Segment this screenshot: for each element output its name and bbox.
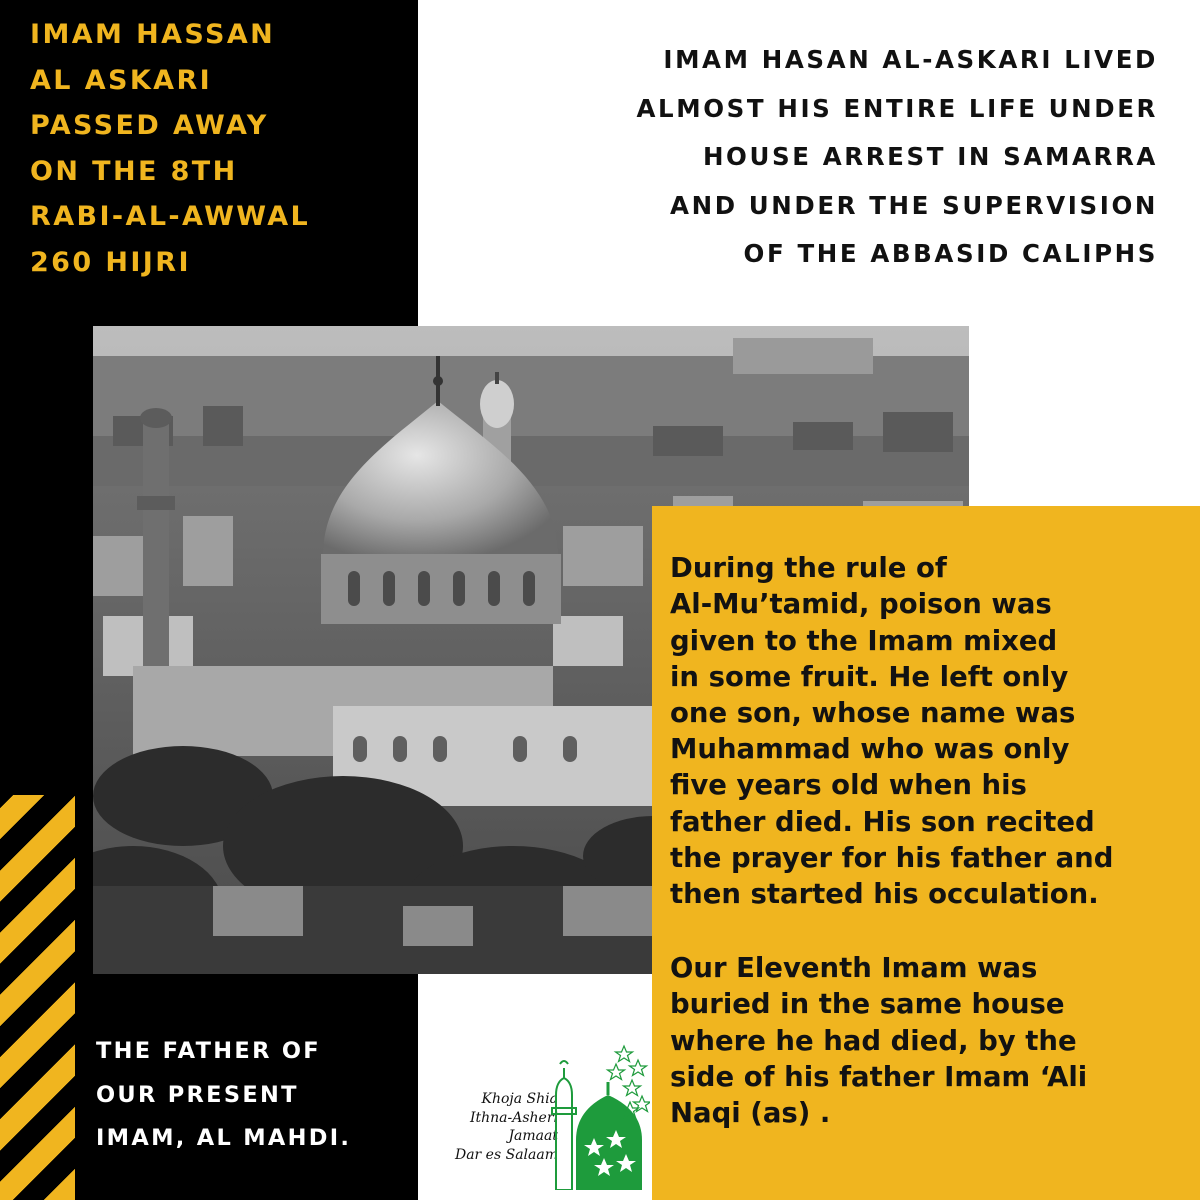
death-date-heading: IMAM HASSAN AL ASKARI PASSED AWAY ON THE 8TH RABI-AL-AWWAL 260 HIJRI [30, 19, 311, 278]
logo-text: Khoja Shia Ithna-Asheri Jamaat Dar es Salaam [454, 1091, 558, 1163]
paragraph-poison: During the rule of Al-Mu’tamid, poison was given to the Imam mixed in some fruit. He left only one son, whose name was Muhammad who was only five years old when his father died. His son recited the prayer for his father and then started his occulation. [670, 552, 1114, 911]
jamaat-logo [428, 1030, 650, 1194]
info-panel-text [670, 514, 1198, 1167]
hazard-stripes [0, 795, 75, 1200]
house-arrest-text: IMAM HASAN AL-ASKARI LIVED ALMOST HIS ENTIRE LIFE UNDER HOUSE ARREST IN SAMARRA AND UNDER THE SUPERVISION OF THE ABBASID CALIPHS [636, 45, 1158, 268]
paragraph-burial: Our Eleventh Imam was buried in the same house where he had died, by the side of his father Imam ‘Ali Naqi (as) . [670, 952, 1088, 1130]
mosque-dome-stars-icon [546, 1040, 650, 1190]
info-panel [652, 506, 1200, 1200]
father-of-mahdi-text: THE FATHER OF OUR PRESENT IMAM, AL MAHDI. [96, 1038, 352, 1151]
